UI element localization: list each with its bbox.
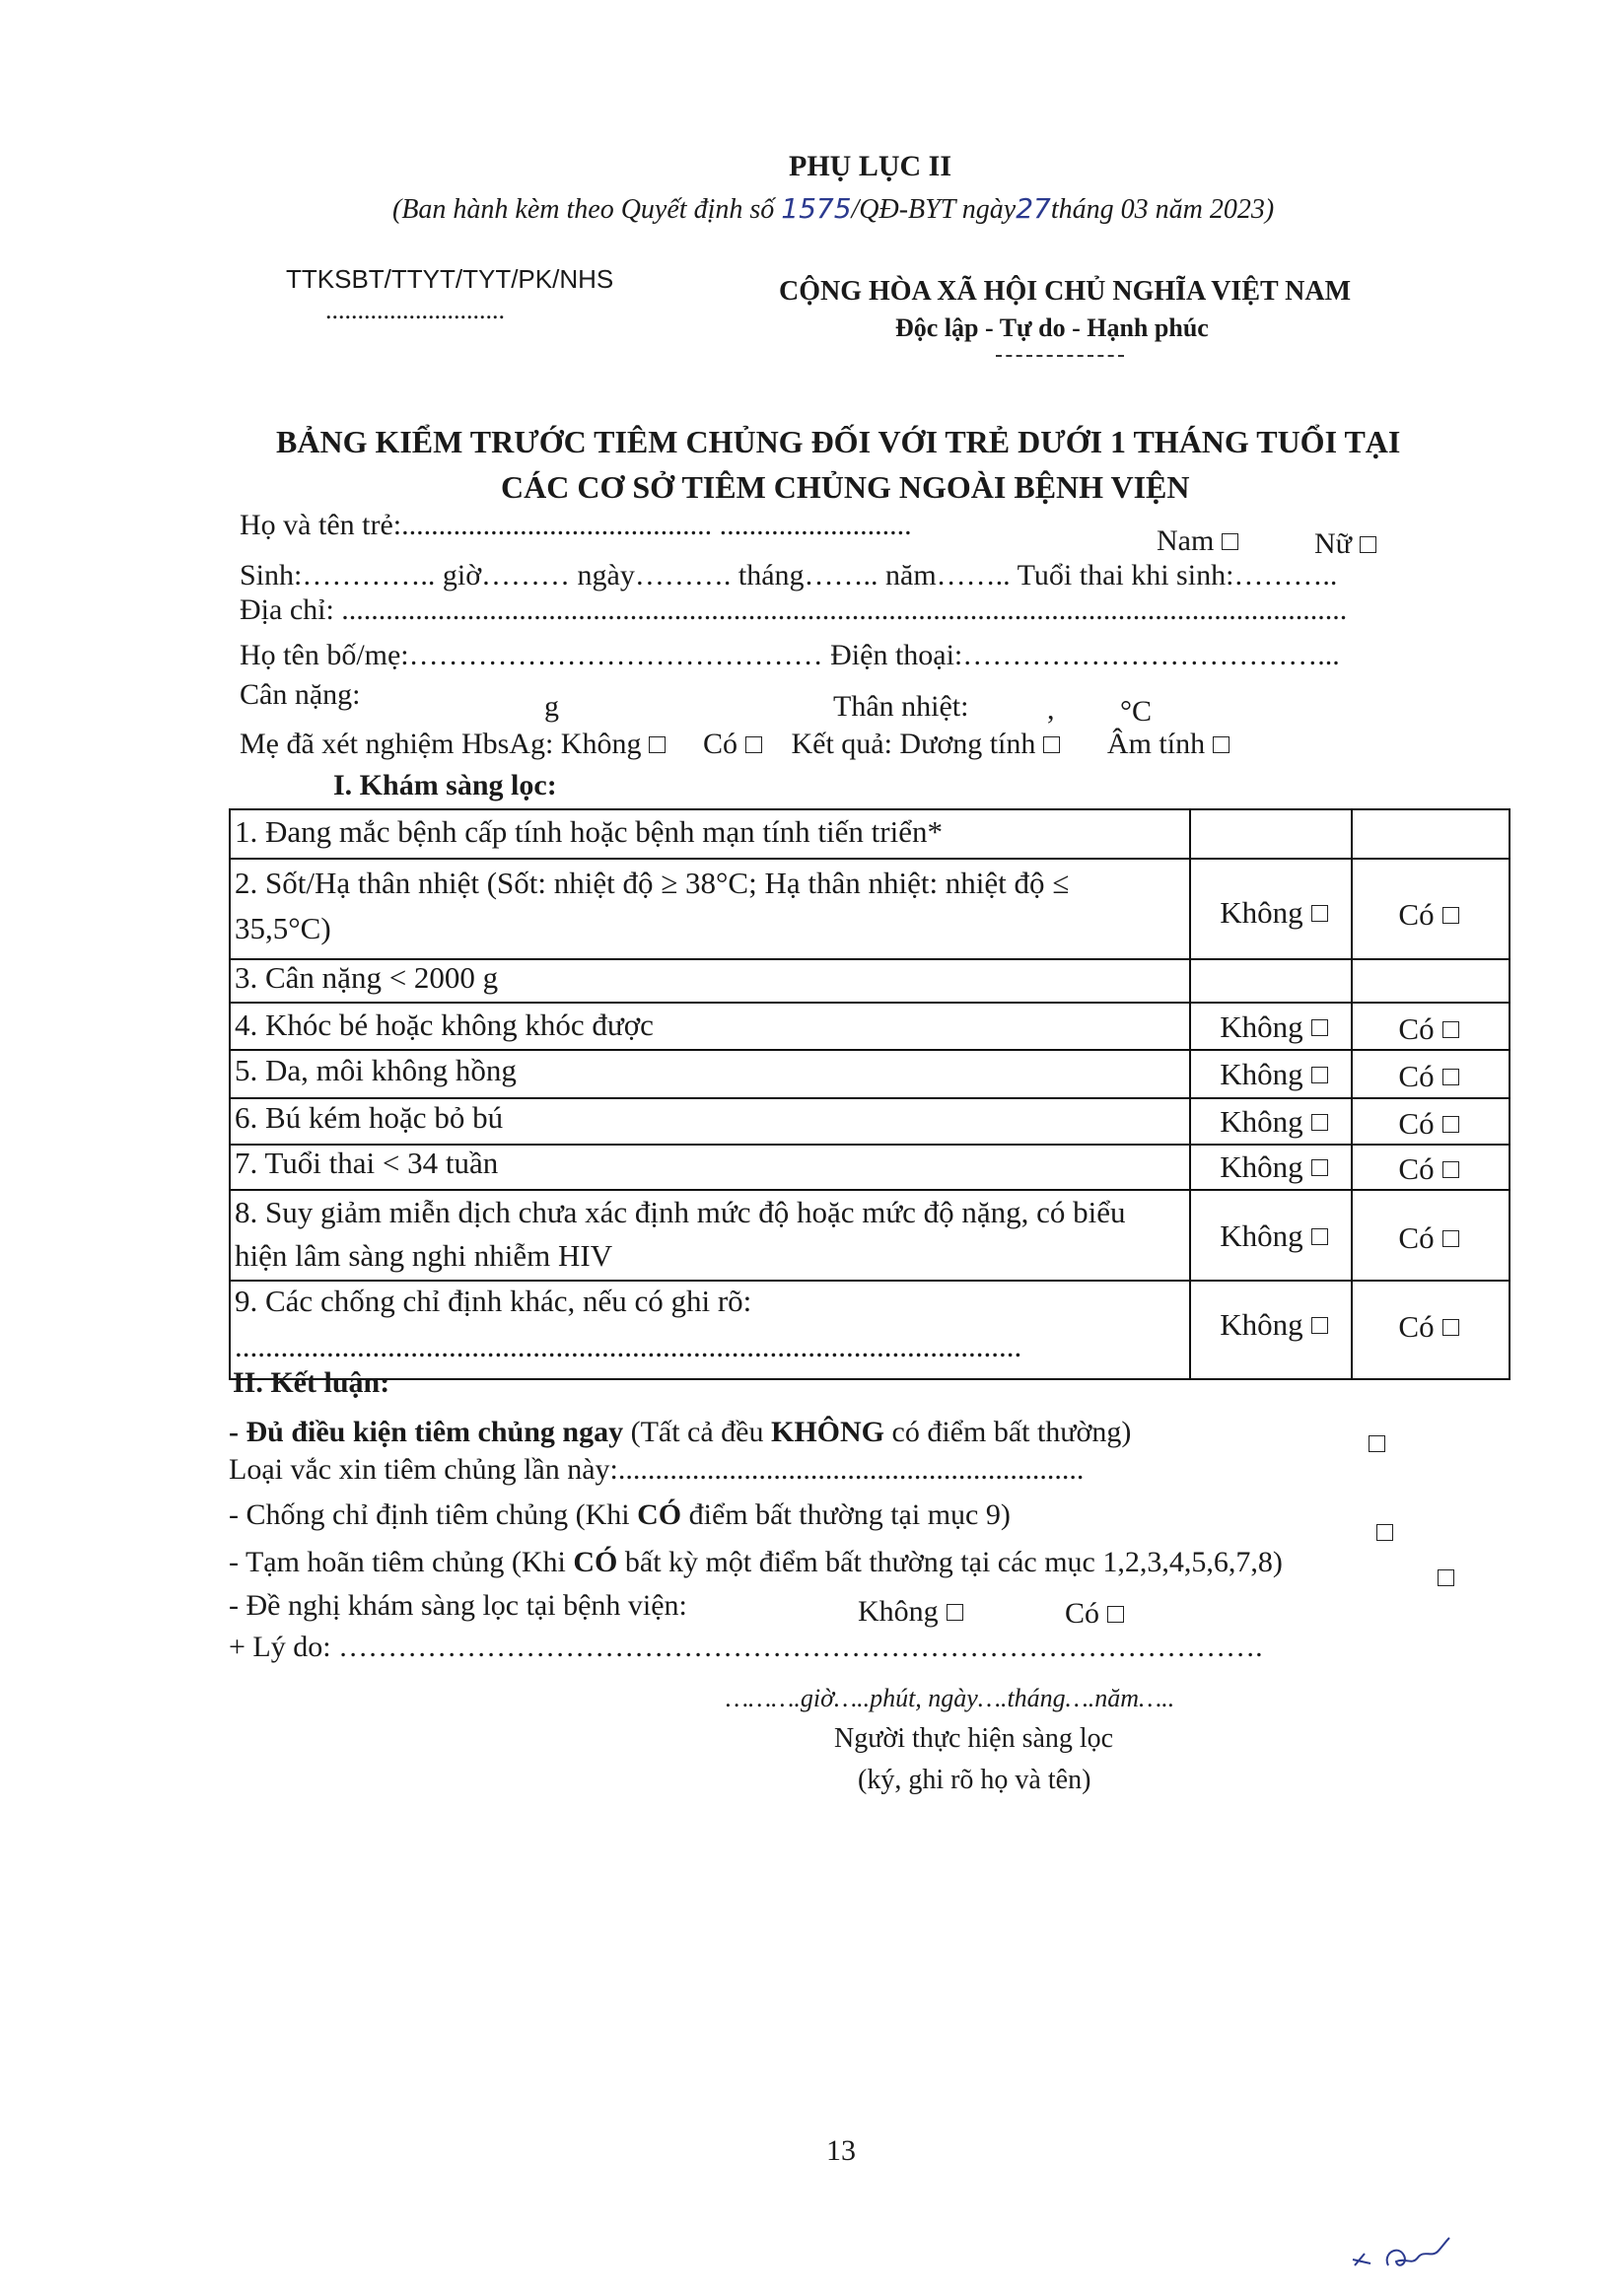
- positive-checkbox[interactable]: [1043, 736, 1060, 753]
- agency-dots: ............................: [325, 296, 505, 324]
- negative-checkbox[interactable]: [1213, 736, 1230, 753]
- contra-text-b: điểm bất thường tại mục 9): [681, 1498, 1011, 1531]
- nation-name: CỘNG HÒA XÃ HỘI CHỦ NGHĨA VIỆT NAM: [779, 276, 1352, 307]
- yes-label: Có: [1398, 1011, 1435, 1046]
- issued-mid: /QĐ-BYT ngày: [851, 194, 1017, 225]
- hbsag-yes-checkbox[interactable]: [745, 736, 762, 753]
- section1-title: I. Khám sàng lọc:: [333, 769, 557, 801]
- no-checkbox[interactable]: [1311, 1159, 1328, 1176]
- row-5-text: 5. Da, môi không hồng: [235, 1053, 517, 1087]
- address-field[interactable]: Địa chỉ: ........................................................................................................................................: [240, 593, 1348, 626]
- issued-prefix: (Ban hành kèm theo Quyết định số: [392, 194, 782, 225]
- refer-line: - Đề nghị khám sàng lọc tại bệnh viện:: [229, 1589, 687, 1622]
- screening-table: [229, 808, 1511, 1382]
- eligible-label: - Đủ điều kiện tiêm chủng ngay: [229, 1416, 624, 1448]
- rows-1-3-no[interactable]: [1205, 895, 1343, 931]
- row-8-text-b: hiện lâm sàng nghi nhiễm HIV: [235, 1238, 613, 1273]
- agency-label: TTKSBT/TTYT/TYT/PK/NHS: [286, 264, 614, 294]
- temperature-unit: °C: [1120, 695, 1153, 728]
- row-3-text: 3. Cân nặng < 2000 g: [235, 960, 499, 995]
- delay-text-a: - Tạm hoãn tiêm chủng (Khi: [229, 1546, 574, 1578]
- weight-label: Cân nặng:: [240, 678, 361, 711]
- row-7-text: 7. Tuổi thai < 34 tuần: [235, 1146, 499, 1180]
- contraindication-line: [229, 1498, 1011, 1532]
- male-checkbox[interactable]: [1222, 533, 1238, 550]
- day-handwritten: 27: [1016, 192, 1051, 225]
- row-8-yes[interactable]: [1355, 1220, 1503, 1256]
- datetime-line: ……….giờ…..phút, ngày….tháng….năm…..: [726, 1684, 1175, 1712]
- motto-underline: [996, 355, 1124, 359]
- row-9-no[interactable]: [1205, 1307, 1343, 1343]
- initials-signature-icon: [1349, 2226, 1487, 2275]
- row-8-text-a: 8. Suy giảm miễn dịch chưa xác định mức độ hoặc mức độ nặng, có biểu: [235, 1195, 1126, 1229]
- eligible-note-a: (Tất cả đều: [623, 1416, 771, 1448]
- child-name-field[interactable]: [240, 509, 912, 542]
- reason-field[interactable]: + Lý do: ………………………………………………………………………………….: [229, 1631, 1263, 1663]
- no-label: Không: [1220, 1218, 1303, 1253]
- contra-text-a: - Chống chỉ định tiêm chủng (Khi: [229, 1498, 638, 1531]
- no-checkbox[interactable]: [1311, 1019, 1328, 1036]
- row-4-yes[interactable]: [1355, 1011, 1503, 1047]
- row-4-no[interactable]: [1205, 1009, 1343, 1045]
- yes-label: Có: [1398, 897, 1435, 932]
- yes-checkbox[interactable]: [1442, 1230, 1459, 1247]
- eligible-checkbox[interactable]: [1369, 1435, 1385, 1452]
- refer-yes-label: Có: [1065, 1597, 1100, 1630]
- refer-no-checkbox[interactable]: [947, 1604, 963, 1621]
- sign-note: (ký, ghi rõ họ và tên): [858, 1765, 1091, 1795]
- row-9-yes[interactable]: [1355, 1309, 1503, 1345]
- negative-label: Âm tính: [1106, 728, 1206, 760]
- row-5-yes[interactable]: [1355, 1059, 1503, 1094]
- birth-field[interactable]: Sinh:………….. giờ……… ngày………. tháng…….. năm…….. Tuổi thai khi sinh:………..: [240, 559, 1338, 591]
- yes-checkbox[interactable]: [1442, 1319, 1459, 1336]
- row-7-no[interactable]: [1205, 1149, 1343, 1185]
- appendix-title: PHỤ LỤC II: [789, 150, 952, 182]
- yes-checkbox[interactable]: [1442, 1021, 1459, 1038]
- delay-checkbox[interactable]: [1438, 1569, 1454, 1586]
- form-title-line1: BẢNG KIỂM TRƯỚC TIÊM CHỦNG ĐỐI VỚI TRẺ DƯỚI 1 THÁNG TUỔI TẠI: [276, 424, 1401, 459]
- weight-unit: g: [544, 690, 559, 723]
- signer-label: Người thực hiện sàng lọc: [834, 1723, 1114, 1754]
- contraindication-checkbox[interactable]: [1376, 1524, 1393, 1541]
- refer-no-option[interactable]: [858, 1595, 963, 1629]
- page-number: 13: [826, 2134, 856, 2167]
- result-positive-label: Kết quả: Dương tính: [791, 728, 1036, 760]
- yes-label: Có: [1398, 1220, 1435, 1255]
- form-title-line2: CÁC CƠ SỞ TIÊM CHỦNG NGOÀI BỆNH VIỆN: [501, 469, 1190, 505]
- male-option[interactable]: [1157, 524, 1238, 558]
- yes-checkbox[interactable]: [1442, 1116, 1459, 1133]
- temperature-label: Thân nhiệt:: [833, 690, 969, 723]
- yes-label: Có: [1398, 1059, 1435, 1093]
- eligible-note-bold: KHÔNG: [771, 1416, 885, 1448]
- no-checkbox[interactable]: [1311, 1228, 1328, 1245]
- row-6-yes[interactable]: [1355, 1106, 1503, 1142]
- no-label: Không: [1220, 1149, 1303, 1184]
- vaccine-type-field[interactable]: Loại vắc xin tiêm chủng lần này:...............................................................: [229, 1453, 1085, 1486]
- refer-no-label: Không: [858, 1595, 939, 1628]
- no-checkbox[interactable]: [1311, 1067, 1328, 1083]
- row-2-text-a: 2. Sốt/Hạ thân nhiệt (Sốt: nhiệt độ ≥ 38°C; Hạ thân nhiệt: nhiệt độ ≤: [235, 866, 1070, 900]
- male-label: Nam: [1157, 524, 1215, 557]
- refer-yes-option[interactable]: [1065, 1597, 1124, 1631]
- row-7-yes[interactable]: [1355, 1151, 1503, 1187]
- hbsag-yes-label: Có: [702, 728, 738, 760]
- hbsag-row: [240, 728, 1230, 761]
- yes-label: Có: [1398, 1151, 1435, 1186]
- hbsag-label: Mẹ đã xét nghiệm HbsAg: Không: [240, 728, 642, 760]
- row-6-no[interactable]: [1205, 1104, 1343, 1140]
- no-checkbox[interactable]: [1311, 1114, 1328, 1131]
- section2-title: II. Kết luận:: [233, 1366, 390, 1399]
- issued-line: [392, 192, 1274, 226]
- row-2-text-b: 35,5°C): [235, 911, 331, 945]
- temperature-comma: ,: [1047, 693, 1055, 726]
- yes-checkbox[interactable]: [1442, 1161, 1459, 1178]
- yes-checkbox[interactable]: [1442, 907, 1459, 924]
- yes-label: Có: [1398, 1106, 1435, 1141]
- delay-text-b: bất kỳ một điểm bất thường tại các mục 1,2,3,4,5,6,7,8): [617, 1546, 1283, 1578]
- no-label: Không: [1220, 895, 1303, 930]
- parent-field[interactable]: Họ tên bố/mẹ:…………………………………… Điện thoại:………………………………...: [240, 639, 1340, 671]
- delay-text-bold: CÓ: [573, 1546, 618, 1578]
- row-9-text-a: 9. Các chống chỉ định khác, nếu có ghi rõ:: [235, 1284, 752, 1318]
- no-checkbox[interactable]: [1311, 1317, 1328, 1334]
- issued-suffix: tháng 03 năm 2023): [1050, 194, 1275, 225]
- row-8-no[interactable]: [1205, 1218, 1343, 1254]
- row-5-no[interactable]: [1205, 1057, 1343, 1092]
- no-label: Không: [1220, 1104, 1303, 1139]
- refer-yes-checkbox[interactable]: [1107, 1606, 1124, 1623]
- no-checkbox[interactable]: [1311, 905, 1328, 922]
- female-option[interactable]: [1314, 527, 1376, 561]
- decision-number-handwritten: 1575: [781, 192, 852, 225]
- row-6-text: 6. Bú kém hoặc bỏ bú: [235, 1100, 504, 1135]
- female-label: Nữ: [1314, 527, 1352, 560]
- eligible-note-b: có điểm bất thường): [884, 1416, 1132, 1448]
- rows-1-3-yes[interactable]: [1355, 897, 1503, 933]
- nation-motto: Độc lập - Tự do - Hạnh phúc: [895, 313, 1209, 342]
- row-4-text: 4. Khóc bé hoặc không khóc được: [235, 1008, 654, 1042]
- yes-checkbox[interactable]: [1442, 1069, 1459, 1085]
- no-label: Không: [1220, 1307, 1303, 1342]
- child-name-label: Họ và tên trẻ:.......................................... ..........................: [240, 509, 912, 541]
- row-1-text: 1. Đang mắc bệnh cấp tính hoặc bệnh mạn tính tiến triển*: [235, 814, 943, 849]
- eligible-line: [229, 1416, 1131, 1449]
- delay-line: [229, 1546, 1283, 1579]
- no-label: Không: [1220, 1057, 1303, 1091]
- no-label: Không: [1220, 1009, 1303, 1044]
- contra-text-bold: CÓ: [637, 1498, 682, 1531]
- hbsag-no-checkbox[interactable]: [649, 736, 666, 753]
- female-checkbox[interactable]: [1360, 536, 1376, 553]
- yes-label: Có: [1398, 1309, 1435, 1344]
- row-9-text-b: .......................................................................................................: [235, 1329, 1022, 1363]
